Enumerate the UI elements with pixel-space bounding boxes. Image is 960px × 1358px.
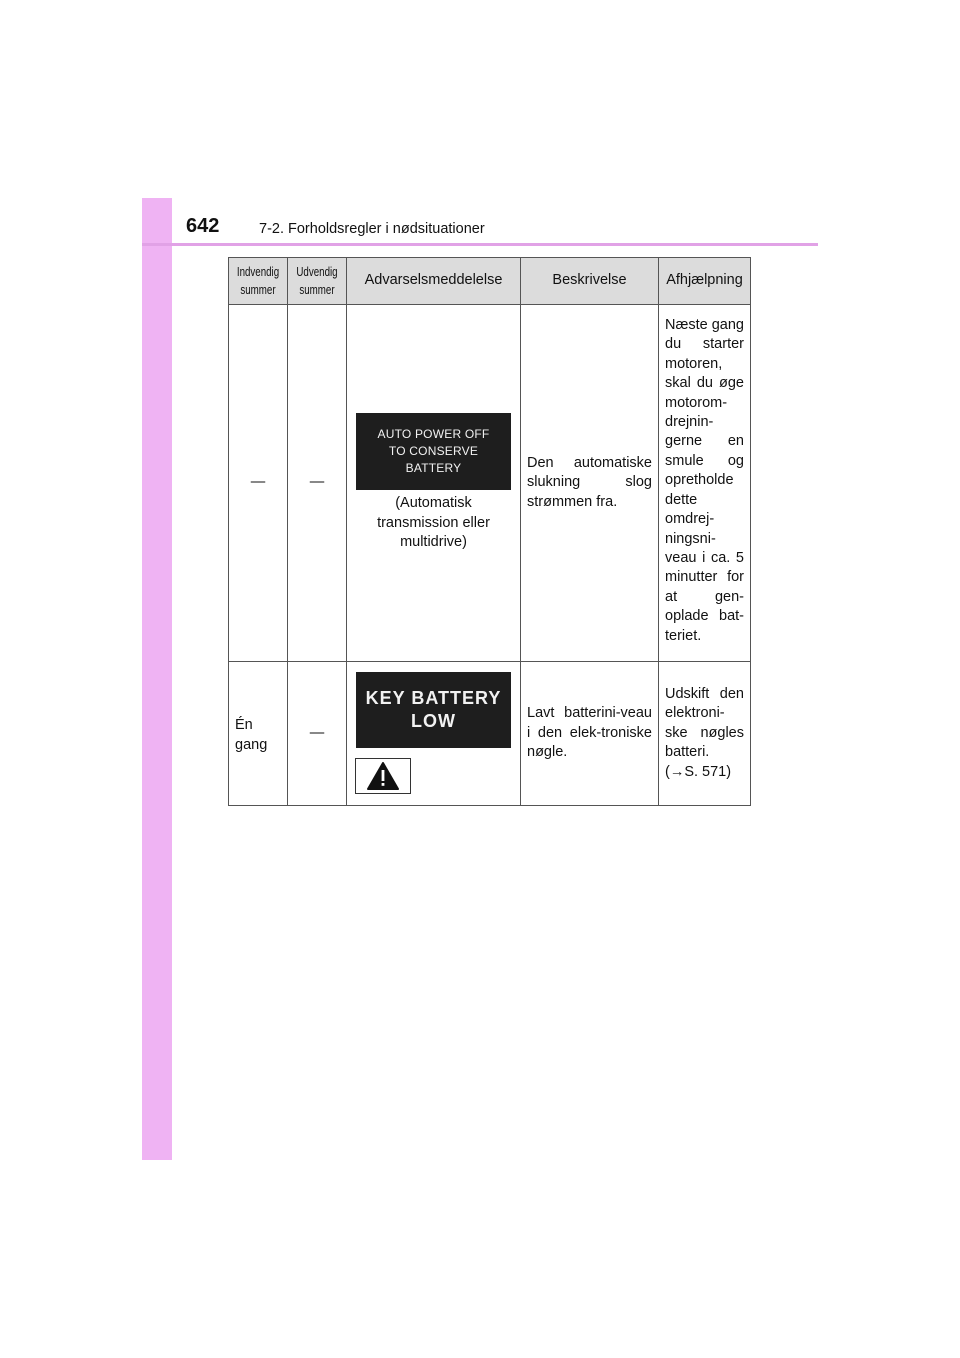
outer-buzzer-cell: — <box>288 662 347 806</box>
chapter-side-bar <box>142 198 172 1160</box>
header-rule <box>142 243 818 246</box>
outer-buzzer-cell: — <box>288 305 347 662</box>
table-row <box>229 662 751 806</box>
message-cell <box>347 662 521 806</box>
remedy-cell: Udskift den elektroni-ske nøgles batteri. (→S. 571) <box>659 662 751 806</box>
section-title: 7-2. Forholdsregler i nødsituationer <box>259 221 485 237</box>
key-battery-low-display: KEY BATTERY LOW <box>356 672 511 748</box>
auto-power-off-display: AUTO POWER OFF TO CONSERVE BATTERY <box>356 413 511 490</box>
description-cell: Lavt batterini-veau i den elek-troniske nøgle. <box>521 662 659 806</box>
col-header-message: Advarselsmeddelelse <box>347 258 521 305</box>
message-caption: (Automatisk transmission eller multidrive) <box>377 495 490 551</box>
table-row <box>229 305 751 662</box>
col-header-description: Beskrivelse <box>521 258 659 305</box>
page-number: 642 <box>186 215 220 237</box>
col-header-remedy: Afhjælpning <box>659 258 751 305</box>
message-cell <box>347 305 521 662</box>
remedy-cell: Næste gang du starter motoren, skal du øge motorom-drejnin-gerne en smule og opretholde dette omdrej-ningsni-veau i ca. 5 minutter for at gen-oplade bat-teriet. <box>659 305 751 662</box>
inner-buzzer-cell: — <box>229 305 288 662</box>
warning-table <box>228 257 751 806</box>
col-header-outer-buzzer: Udvendig summer <box>288 258 347 305</box>
inner-buzzer-cell: Én gang <box>229 662 288 806</box>
col-header-inner-buzzer: Indvendig summer <box>229 258 288 305</box>
table-header-row <box>229 258 751 305</box>
warning-triangle-icon <box>355 758 411 794</box>
description-cell: Den automatiske slukning slog strømmen fra. <box>521 305 659 662</box>
